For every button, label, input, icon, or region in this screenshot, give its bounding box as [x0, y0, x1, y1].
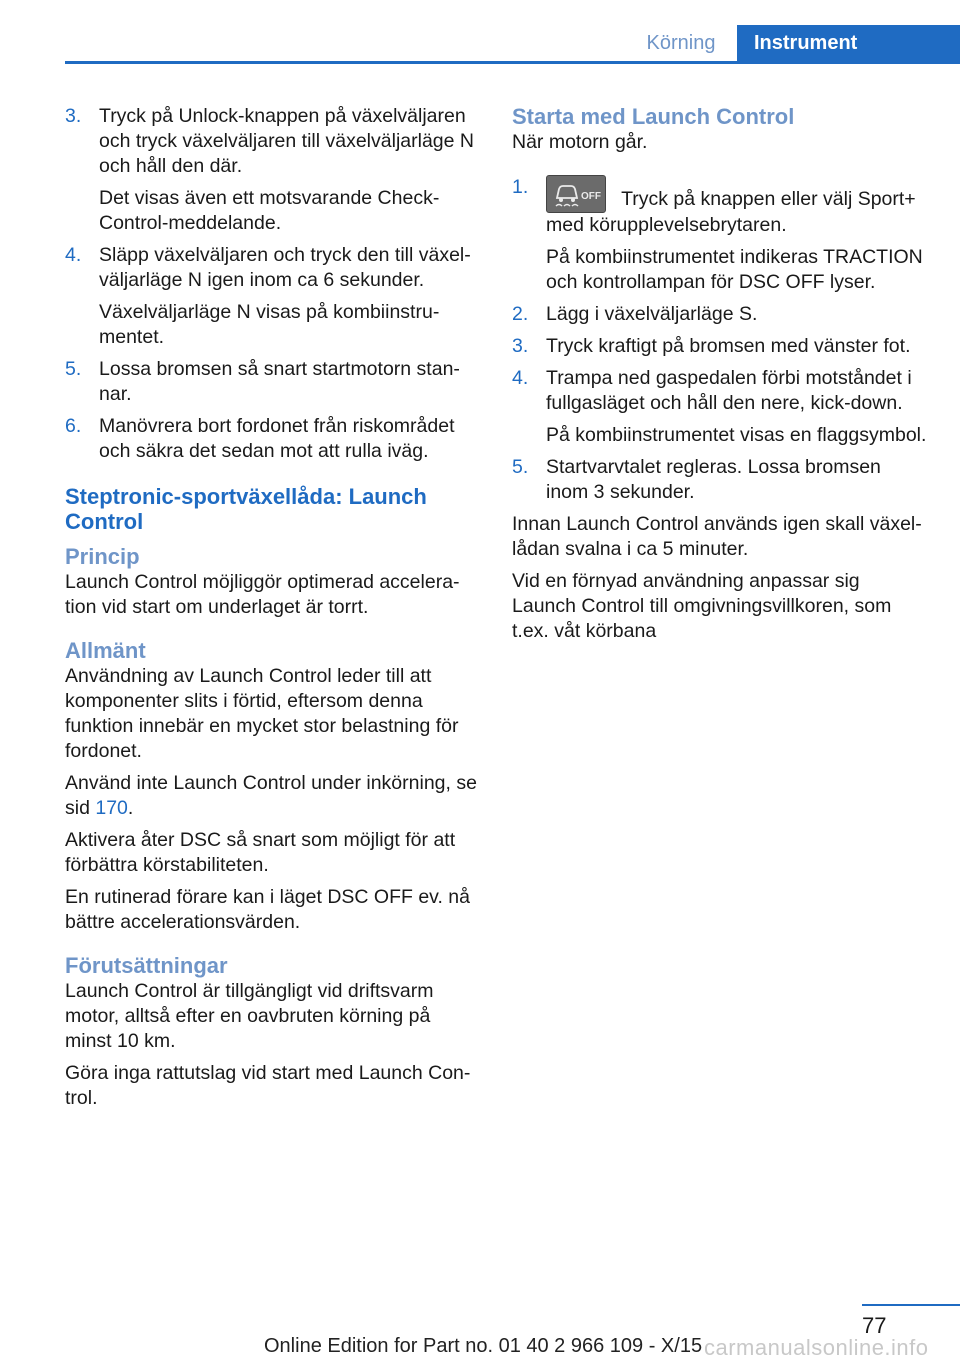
- list-subtext: På kombiinstrumentet visas en flaggsymbol.: [546, 424, 927, 446]
- footer-divider: [862, 1304, 960, 1306]
- list-text: Tryck kraftigt på bromsen med vänster fot.: [546, 335, 911, 357]
- list-item: [512, 175, 927, 295]
- section-heading-launch-control: Steptronic-sportväxellåda: Launch Control: [65, 484, 427, 534]
- list-text: Lossa bromsen så snart startmotorn stannar.: [99, 358, 460, 405]
- list-number: 3.: [512, 335, 529, 357]
- list-text: Trampa ned gaspedalen förbi motståndet i fullgasläget och håll den nere, kick-down.: [546, 367, 912, 414]
- list-item: [65, 414, 480, 464]
- list-number: 1.: [512, 176, 529, 198]
- intro-text: När motorn går.: [512, 131, 648, 153]
- allmant-paragraph-2: [65, 771, 480, 821]
- dsc-off-label: OFF: [581, 191, 601, 202]
- list-text: Startvarvtalet regleras. Lossa bromsen inom 3 sekunder.: [546, 456, 881, 503]
- dsc-off-icon: [546, 175, 606, 213]
- left-column: [65, 104, 480, 1118]
- allmant-paragraph-3: Aktivera åter DSC så snart som möjligt för att förbättra körstabiliteten.: [65, 829, 456, 876]
- list-item: [65, 357, 480, 407]
- after-paragraph-1: Innan Launch Control används igen skall växellådan svalna i ca 5 minuter.: [512, 513, 922, 560]
- header-tab-instrument[interactable]: Instrument: [737, 25, 960, 61]
- list-number: 3.: [65, 105, 82, 127]
- list-number: 2.: [512, 303, 529, 325]
- forut-paragraph-2: Göra inga rattutslag vid start med Launch Control.: [65, 1062, 471, 1109]
- allmant-paragraph-1: Användning av Launch Control leder till att komponenter slits i förtid, eftersom denna funktion innebär en mycket stor belastning för fordonet.: [65, 665, 459, 762]
- list-subtext: Växelväljarläge N visas på kombiinstrumentet.: [99, 301, 440, 348]
- list-item: [512, 455, 927, 505]
- header-tab-korning[interactable]: Körning: [646, 32, 716, 54]
- forut-paragraph-1: Launch Control är tillgängligt vid driftsvarm motor, alltså efter en oavbruten körning på minst 10 km.: [65, 980, 434, 1052]
- list-number: 6.: [65, 415, 82, 437]
- page-number: 77: [862, 1313, 887, 1338]
- allmant-paragraph-4: En rutinerad förare kan i läget DSC OFF ev. nå bättre accelerationsvärden.: [65, 886, 470, 933]
- princip-text: Launch Control möjliggör optimerad acceleration vid start om underlaget är torrt.: [65, 571, 460, 618]
- edition-text: Online Edition for Part no. 01 40 2 966 109 - X/15: [264, 1335, 703, 1357]
- right-column: [512, 104, 927, 651]
- list-item: [65, 243, 480, 350]
- list-text: Manövrera bort fordonet från riskområdet och säkra det sedan mot att rulla iväg.: [99, 415, 455, 462]
- list-text: Tryck på Unlock-knappen på växelväljaren och tryck växelväljaren till växelväljarläge N och håll den där.: [99, 105, 474, 177]
- allmant-paragraph-2-end: .: [127, 797, 134, 819]
- header-divider: [65, 61, 960, 64]
- list-subtext: Det visas även ett motsvarande Check-Control-meddelande.: [99, 187, 440, 234]
- list-item: [512, 366, 927, 448]
- subheading-allmant: Allmänt: [65, 638, 146, 663]
- subheading-forutsattningar: Förutsättningar: [65, 953, 228, 978]
- subheading-princip: Princip: [65, 544, 140, 569]
- list-subtext: På kombiinstrumentet indikeras TRACTION och kontrollampan för DSC OFF lyser.: [546, 246, 923, 293]
- list-item: [512, 302, 927, 327]
- allmant-paragraph-2-text: Använd inte Launch Control under inkörning, se sid: [65, 772, 477, 819]
- subheading-starta-launch-control: Starta med Launch Control: [512, 104, 795, 129]
- list-text: Släpp växelväljaren och tryck den till växelväljarläge N igen inom ca 6 sekunder.: [99, 244, 471, 291]
- list-text: Lägg i växelväljarläge S.: [546, 303, 758, 325]
- list-item: [512, 334, 927, 359]
- list-number: 4.: [65, 244, 82, 266]
- list-number: 5.: [512, 456, 529, 478]
- list-number: 4.: [512, 367, 529, 389]
- after-paragraph-2: Vid en förnyad användning anpassar sig Launch Control till omgivningsvillkoren, som t.ex. våt körbana: [512, 570, 892, 642]
- list-number: 5.: [65, 358, 82, 380]
- list-text-content: Tryck på knappen eller välj Sport+ med körupplevelsebrytaren.: [546, 188, 916, 236]
- page-reference-link[interactable]: 170: [95, 797, 128, 819]
- list-item: [65, 104, 480, 236]
- watermark: carmanualsonline.info: [704, 1335, 929, 1360]
- list-text: [546, 175, 927, 238]
